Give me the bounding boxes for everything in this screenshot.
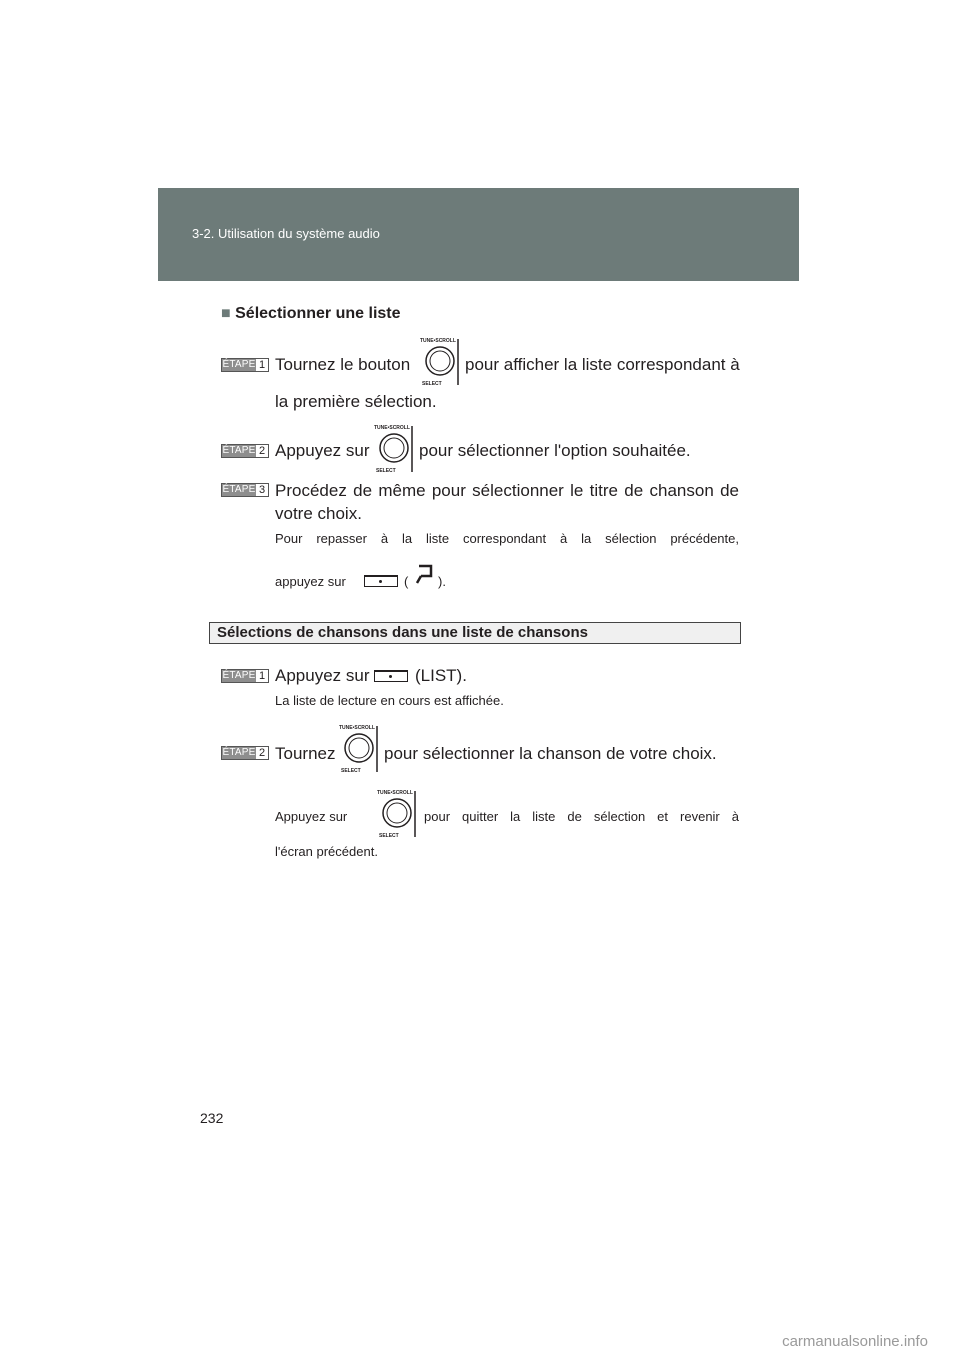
section-title: Sélections de chansons dans une liste de chansons bbox=[217, 624, 588, 641]
svg-text:SELECT: SELECT bbox=[341, 768, 361, 774]
step-badge: ÉTAPE 2 bbox=[221, 746, 269, 760]
note-text: appuyez sur bbox=[275, 574, 346, 589]
section-header: 3-2. Utilisation du système audio bbox=[192, 226, 380, 241]
svg-text:TUNE•SCROLL: TUNE•SCROLL bbox=[374, 425, 410, 431]
tune-scroll-knob-icon bbox=[418, 335, 462, 391]
svg-text:SELECT: SELECT bbox=[422, 381, 442, 387]
back-button-icon bbox=[364, 575, 398, 587]
svg-text:TUNE•SCROLL: TUNE•SCROLL bbox=[377, 790, 413, 796]
tune-scroll-knob-icon bbox=[375, 787, 419, 843]
step-text: Tournez le bouton bbox=[275, 355, 411, 374]
bullet: ■ bbox=[221, 305, 231, 322]
svg-text:TUNE•SCROLL: TUNE•SCROLL bbox=[339, 725, 375, 731]
step-badge: ÉTAPE 3 bbox=[221, 483, 269, 497]
tune-scroll-knob-icon bbox=[372, 422, 416, 478]
step-text: pour sélectionner l'option souhaitée. bbox=[419, 441, 691, 460]
step-text: la première sélection. bbox=[275, 392, 437, 411]
note-text: La liste de lecture en cours est affichée. bbox=[275, 693, 504, 708]
step-text: (LIST). bbox=[415, 666, 467, 685]
list-button-icon bbox=[374, 670, 408, 682]
step-text: Appuyez sur bbox=[275, 441, 370, 460]
step-text: pour sélectionner la chanson de votre choix. bbox=[384, 744, 717, 763]
watermark: carmanualsonline.info bbox=[782, 1333, 928, 1350]
step-badge: ÉTAPE 1 bbox=[221, 669, 269, 683]
step-badge: ÉTAPE 1 bbox=[221, 358, 269, 372]
note-text: Appuyez sur bbox=[275, 809, 348, 824]
step-text: pour afficher la liste correspondant à bbox=[465, 355, 740, 374]
return-arrow-icon bbox=[414, 562, 434, 586]
note-text: l'écran précédent. bbox=[275, 844, 378, 859]
svg-text:SELECT: SELECT bbox=[376, 468, 396, 474]
step-text: votre choix. bbox=[275, 504, 362, 523]
svg-text:TUNE•SCROLL: TUNE•SCROLL bbox=[420, 338, 456, 344]
subsection-heading bbox=[221, 305, 401, 323]
page-number: 232 bbox=[200, 1110, 224, 1126]
note-text: ). bbox=[438, 574, 446, 589]
section-heading-box bbox=[209, 622, 741, 644]
step-text: Procédez de même pour sélectionner le titre de chanson de bbox=[275, 481, 739, 500]
tune-scroll-knob-icon bbox=[337, 722, 381, 778]
step-text: Appuyez sur bbox=[275, 666, 370, 685]
subsection-title: Sélectionner une liste bbox=[235, 305, 401, 322]
header-band bbox=[158, 188, 799, 281]
note-text: pour quitter la liste de sélection et revenir à bbox=[424, 809, 739, 824]
step-badge: ÉTAPE 2 bbox=[221, 444, 269, 458]
step-text: Tournez bbox=[275, 744, 336, 763]
note-text: ( bbox=[404, 574, 409, 589]
svg-text:SELECT: SELECT bbox=[379, 833, 399, 839]
note-text: Pour repasser à la liste correspondant à la sélection précédente, bbox=[275, 531, 739, 546]
